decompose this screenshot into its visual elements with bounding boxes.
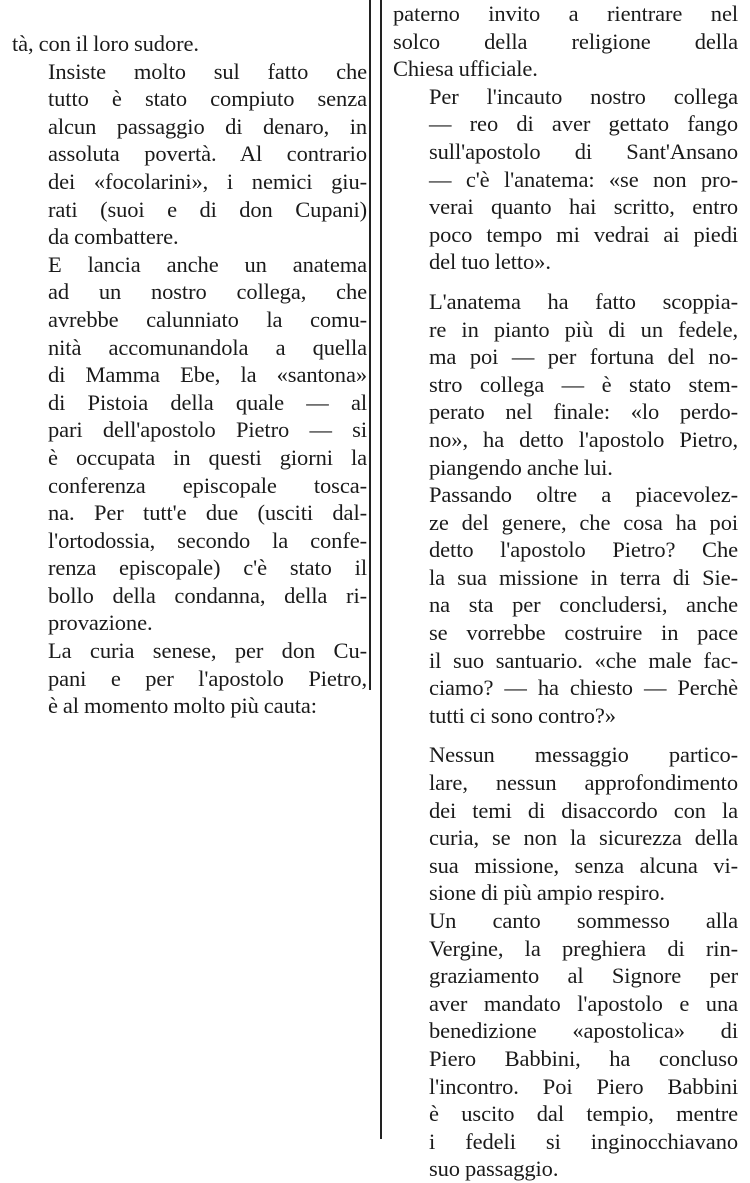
text-line: re in pianto più di un fedele, <box>429 316 738 342</box>
text-line: ma poi — per fortuna del no- <box>429 344 738 370</box>
text-line: Nessun messaggio partico- <box>429 742 738 768</box>
text-line: bollo della condanna, della ri- <box>48 582 367 608</box>
text-line: lare, nessun approfondimento <box>429 770 738 796</box>
text-line: tà, con il loro sudore. <box>12 31 199 56</box>
text-line: na. Per tutt'e due (usciti dal- <box>48 500 367 526</box>
text-line: Passando oltre a piacevolez- <box>429 482 738 508</box>
text-line: ciamo? — ha chiesto — Perchè <box>429 675 738 701</box>
text-line: renza episcopale) c'è stato il <box>48 555 367 581</box>
text-line: verai quanto hai scritto, entro <box>429 194 738 220</box>
text-line: paterno invito a rientrare nel <box>393 1 738 26</box>
text-line: no», ha detto l'apostolo Pietro, <box>429 426 738 452</box>
text-line: L'anatema ha fatto scoppia- <box>429 288 738 314</box>
text-line: la sua missione in terra di Sie- <box>429 564 738 590</box>
article-paragraph <box>393 288 738 481</box>
text-line: ze del genere, che cosa ha poi <box>429 509 738 535</box>
text-line: tutto è stato compiuto senza <box>48 86 367 112</box>
article-paragraph <box>12 251 367 637</box>
article-paragraph <box>12 637 367 720</box>
right-column <box>393 0 738 1183</box>
text-line: na sta per concludersi, anche <box>429 592 738 618</box>
article-paragraph <box>393 741 738 907</box>
text-line: perato nel finale: «lo perdo- <box>429 399 738 425</box>
text-line: l'incontro. Poi Piero Babbini <box>429 1073 738 1099</box>
left-column <box>12 0 367 720</box>
text-line: benedizione «apostolica» di <box>429 1018 738 1044</box>
text-line: solco della religione della <box>393 28 738 54</box>
text-line: i fedeli si inginocchiavano <box>429 1128 738 1154</box>
text-line: rati (suoi e di don Cupani) <box>48 196 367 222</box>
text-line: è occupata in questi giorni la <box>48 444 367 470</box>
text-line: poco tempo mi vedrai ai piedi <box>429 221 738 247</box>
text-line: l'ortodossia, secondo la confe- <box>48 527 367 553</box>
text-line: Chiesa ufficiale. <box>393 56 538 82</box>
text-line: se vorrebbe costruire in pace <box>429 620 738 646</box>
text-line: il suo santuario. «che male fac- <box>429 647 738 673</box>
text-line: sull'apostolo di Sant'Ansano <box>429 138 738 164</box>
text-line: ad un nostro collega, che <box>48 279 367 305</box>
article-paragraph <box>393 83 738 276</box>
text-line: dei temi di disaccordo con la <box>429 797 738 823</box>
article-paragraph <box>12 30 367 58</box>
text-line: Un canto sommesso alla <box>429 908 738 933</box>
text-line: piangendo anche lui. <box>429 454 613 480</box>
text-line: pani e per l'apostolo Pietro, <box>48 665 367 691</box>
text-line: detto l'apostolo Pietro? Che <box>429 537 738 563</box>
text-line: — c'è l'anatema: «se non pro- <box>429 166 738 192</box>
text-line: Vergine, la preghiera di rin- <box>429 935 738 961</box>
text-line: da combattere. <box>48 224 179 250</box>
text-line: graziamento al Signore per <box>429 963 738 989</box>
text-line: suo passaggio. <box>429 1156 559 1182</box>
text-line: del tuo letto». <box>429 249 551 275</box>
text-line: sua missione, senza alcuna vi- <box>429 852 738 878</box>
text-line: aver mandato l'apostolo e una <box>429 990 738 1016</box>
text-line: alcun passaggio di denaro, in <box>48 113 367 139</box>
text-line: provazione. <box>48 610 153 636</box>
text-line: — reo di aver gettato fango <box>429 111 738 137</box>
text-line: di Mamma Ebe, la «santona» <box>48 362 367 388</box>
column-divider-left <box>369 0 371 690</box>
text-line: Insiste molto sul fatto che <box>48 58 367 84</box>
text-line: dei «focolarini», i nemici giu- <box>48 168 367 194</box>
text-line: è uscito dal tempio, mentre <box>429 1101 738 1127</box>
text-line: avrebbe calunniato la comu- <box>48 306 367 332</box>
column-divider-right <box>380 0 382 1139</box>
text-line: conferenza episcopale tosca- <box>48 472 367 498</box>
text-line: La curia senese, per don Cu- <box>48 638 367 664</box>
article-paragraph <box>12 58 367 251</box>
article-paragraph <box>393 907 738 1183</box>
text-line: sione di più ampio respiro. <box>429 880 665 906</box>
text-line: curia, se non la sicurezza della <box>429 825 738 851</box>
text-line: Per l'incauto nostro collega <box>429 83 738 109</box>
text-line: pari dell'apostolo Pietro — si <box>48 417 367 443</box>
article-paragraph <box>393 0 738 83</box>
article-paragraph <box>393 481 738 729</box>
text-line: nità accomunandola a quella <box>48 334 367 360</box>
text-line: di Pistoia della quale — al <box>48 389 367 415</box>
text-line: è al momento molto più cauta: <box>48 693 317 719</box>
text-line: stro collega — è stato stem- <box>429 371 738 397</box>
text-line: Piero Babbini, ha concluso <box>429 1045 738 1071</box>
text-line: E lancia anche un anatema <box>48 251 367 277</box>
text-line: tutti ci sono contro?» <box>429 702 616 728</box>
text-line: assoluta povertà. Al contrario <box>48 141 367 167</box>
